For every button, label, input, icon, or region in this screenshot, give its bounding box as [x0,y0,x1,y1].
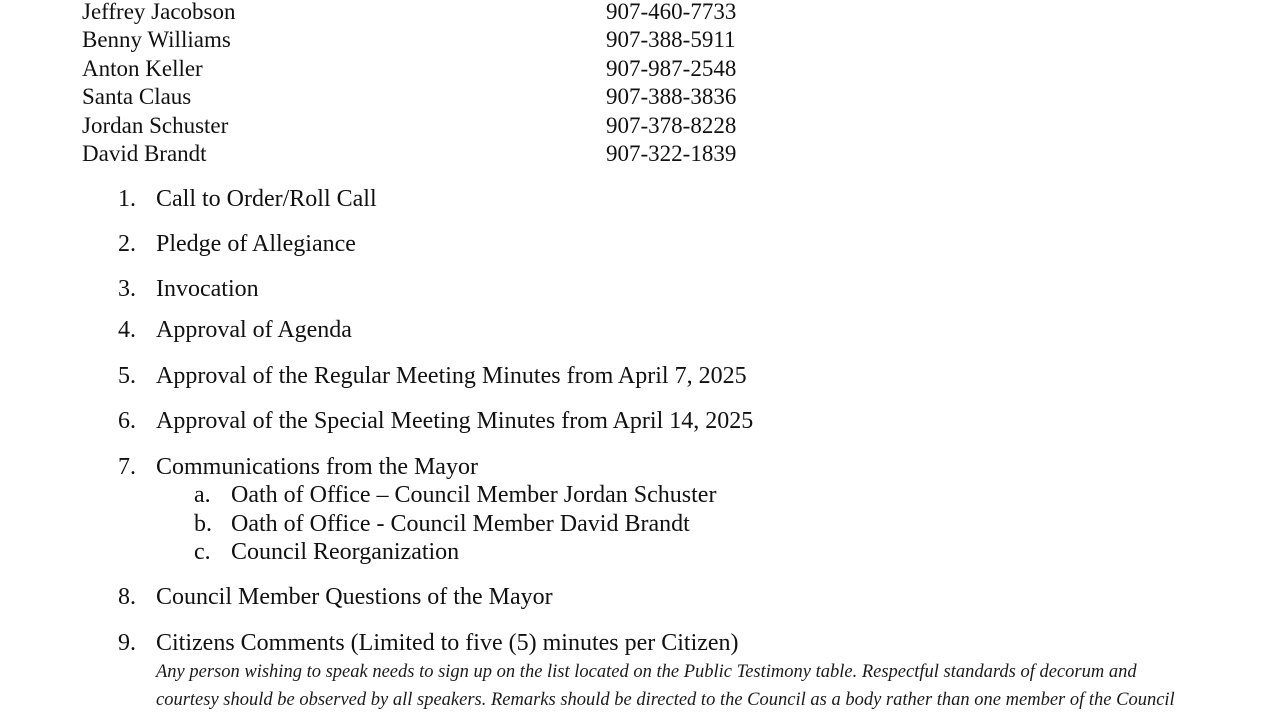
member-phone: 907-388-5911 [606,27,736,53]
sub-item-letter: b. [194,511,212,537]
member-phone: 907-987-2548 [606,55,737,81]
sub-item-letter: a. [194,482,211,508]
member-phone: 907-388-3836 [606,84,737,110]
agenda-item [118,274,259,304]
agenda-item [118,628,739,658]
agenda-item-text: Council Member Questions of the Mayor [156,584,553,610]
note-line: courtesy should be observed by all speakers. Remarks should be directed to the Council as a body rather than one member of the Council [156,690,1175,710]
agenda-item-number: 2. [118,231,136,257]
agenda-item-text: Communications from the Mayor [156,454,478,480]
agenda-item-number: 8. [118,584,136,610]
agenda-item [118,184,377,214]
agenda-item-text: Approval of the Regular Meeting Minutes from April 7, 2025 [156,363,747,389]
agenda-item-number: 6. [118,408,136,434]
member-name: Anton Keller [82,55,203,81]
agenda-sub-item [194,480,716,510]
sub-item-text: Oath of Office – Council Member Jordan Schuster [231,482,717,508]
agenda-item-text: Invocation [156,276,259,302]
member-phone: 907-322-1839 [606,140,737,166]
agenda-item [118,582,553,612]
agenda-item-number: 4. [118,317,136,343]
agenda-item-text: Citizens Comments (Limited to five (5) minutes per Citizen) [156,630,739,656]
agenda-item-text: Approval of Agenda [156,317,352,343]
member-name: David Brandt [82,140,207,166]
member-name: Benny Williams [82,27,231,53]
note-line: Any person wishing to speak needs to sign up on the list located on the Public Testimony table. Respectful standards of decorum and [156,662,1137,682]
citizens-comments-note [156,658,1216,714]
agenda-item [118,452,478,482]
member-phone: 907-460-7733 [606,0,737,24]
member-phone: 907-378-8228 [606,112,737,138]
agenda-item-text: Pledge of Allegiance [156,231,356,257]
agenda-sub-item [194,537,459,567]
member-name: Jeffrey Jacobson [82,0,236,24]
sub-item-letter: c. [194,539,211,565]
agenda-item-number: 5. [118,363,136,389]
agenda-item-text: Call to Order/Roll Call [156,186,377,212]
member-name: Santa Claus [82,84,192,110]
agenda-item [118,406,753,436]
sub-item-text: Council Reorganization [231,539,460,565]
agenda-item-number: 9. [118,630,136,656]
member-name: Jordan Schuster [82,112,229,138]
agenda-item-text: Approval of the Special Meeting Minutes from April 14, 2025 [156,408,754,434]
agenda-item [118,361,747,391]
agenda-sub-item [194,509,690,539]
agenda-item-number: 1. [118,186,136,212]
agenda-item [118,315,352,345]
sub-item-text: Oath of Office - Council Member David Brandt [231,511,690,537]
agenda-item [118,229,356,259]
agenda-item-number: 7. [118,454,136,480]
agenda-item-number: 3. [118,276,136,302]
